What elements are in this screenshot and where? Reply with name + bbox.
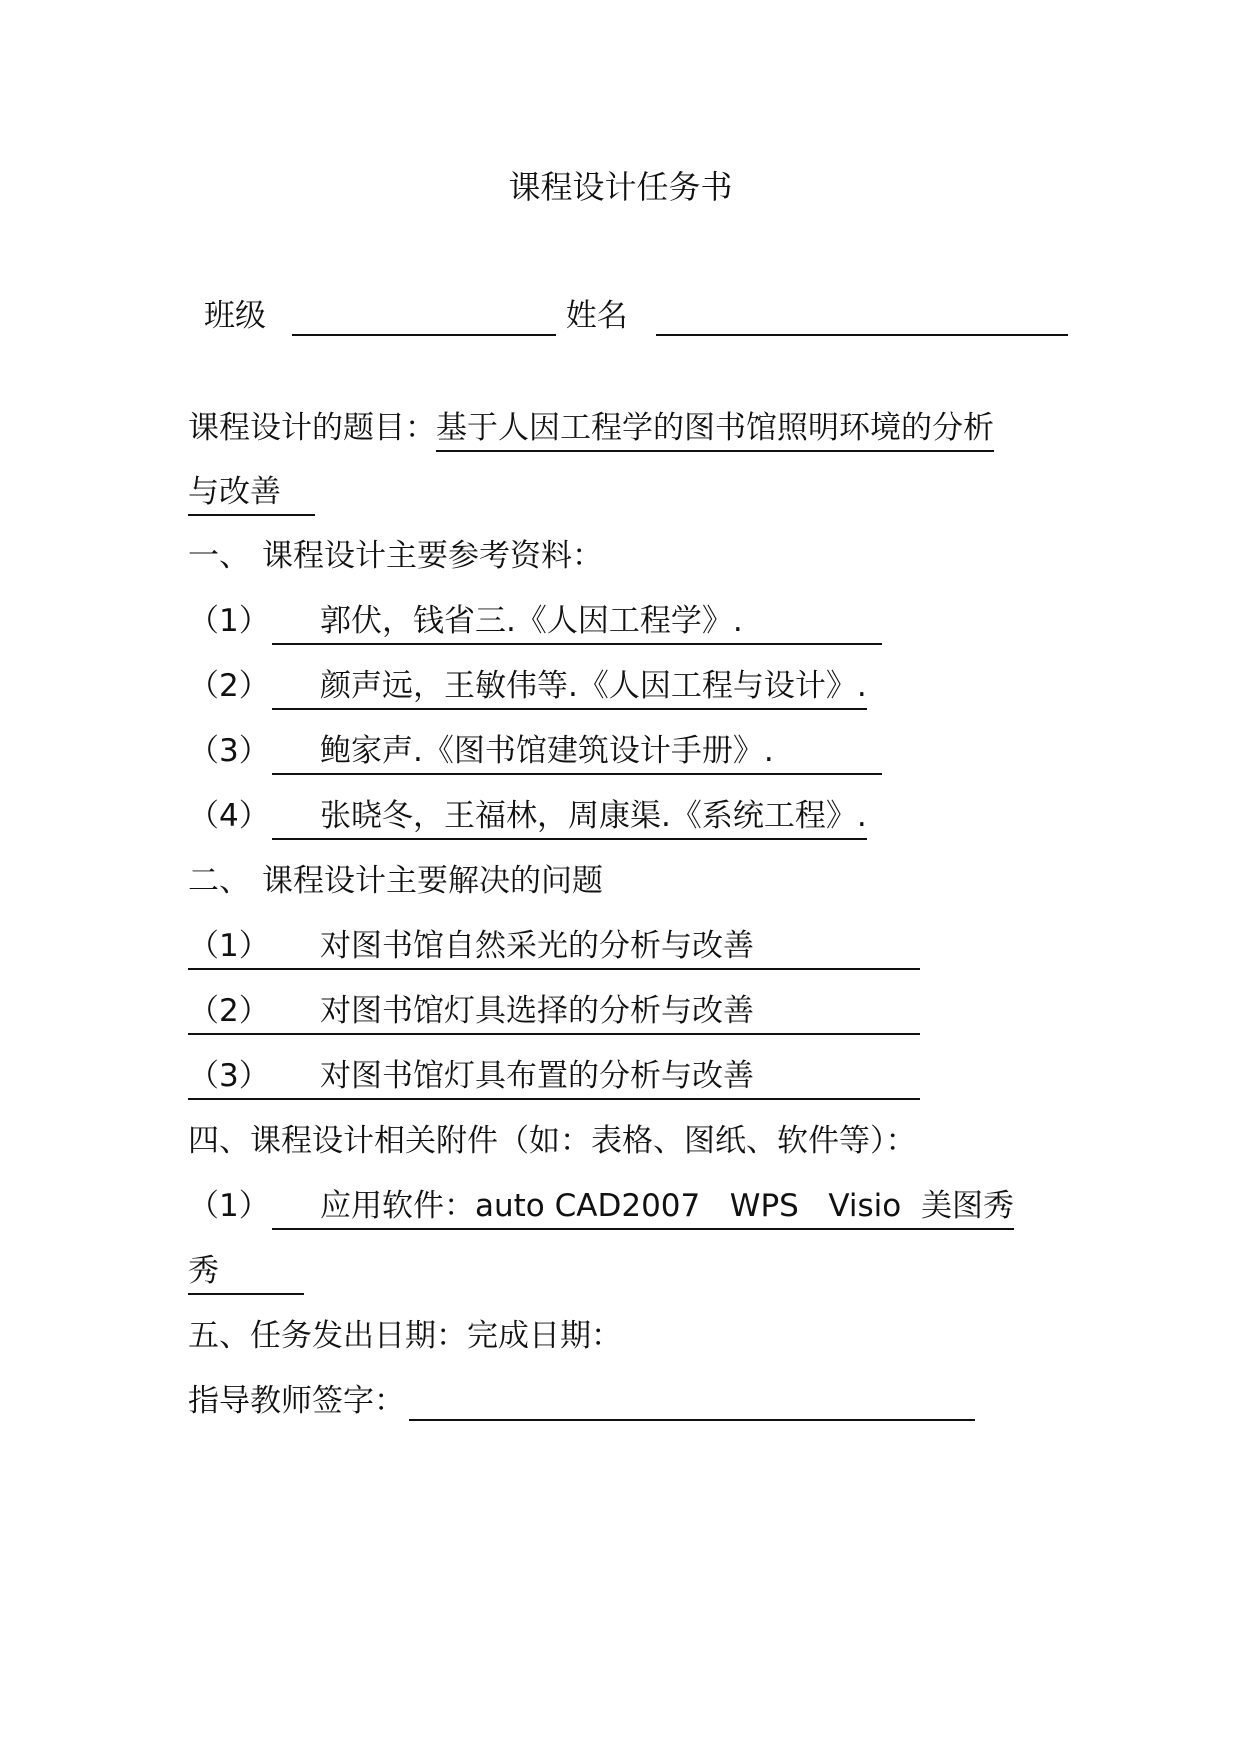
attachment-item-line-1 [188, 1184, 1014, 1228]
problem-item [188, 1054, 920, 1098]
reference-num: （3） [188, 733, 270, 769]
signature-label: 指导教师签字： [188, 1383, 405, 1419]
reference-text: 鲍家声.《图书馆建筑设计手册》. [272, 729, 882, 775]
attachment-text-2: 秀 [188, 1249, 304, 1295]
topic-line-2 [188, 470, 315, 514]
reference-num: （1） [188, 603, 270, 639]
class-blank[interactable] [292, 294, 556, 336]
reference-item [188, 729, 882, 773]
reference-num: （2） [188, 668, 270, 704]
problem-text: （3） 对图书馆灯具布置的分析与改善 [188, 1054, 920, 1100]
reference-item [188, 599, 882, 643]
reference-num: （4） [188, 798, 270, 834]
signature-row [188, 1379, 975, 1423]
section1-heading-text: 课程设计主要参考资料： [262, 538, 603, 574]
topic-label: 课程设计的题目： [188, 410, 436, 446]
reference-text: 张晓冬，王福林，周康渠.《系统工程》. [272, 794, 867, 840]
problem-text: （1） 对图书馆自然采光的分析与改善 [188, 924, 920, 970]
section2-heading-text: 课程设计主要解决的问题 [262, 863, 603, 899]
attachment-item-line-2 [188, 1249, 304, 1293]
signature-blank[interactable] [409, 1379, 975, 1421]
class-name-row [204, 294, 1068, 338]
dates-line: 五、任务发出日期：完成日期： [188, 1318, 622, 1354]
topic-text-2: 与改善 [188, 470, 315, 516]
attachment-num: （1） [188, 1188, 270, 1224]
topic-text-1: 基于人因工程学的图书馆照明环境的分析 [436, 406, 994, 452]
document-title: 课程设计任务书 [508, 168, 733, 206]
section4-heading: 四、课程设计相关附件（如：表格、图纸、软件等）： [188, 1123, 917, 1159]
section2-num: 二、 [188, 863, 250, 899]
topic-line-1 [188, 406, 994, 450]
problem-text: （2） 对图书馆灯具选择的分析与改善 [188, 989, 920, 1035]
reference-text: 郭伏，钱省三.《人因工程学》. [272, 599, 882, 645]
section1-num: 一、 [188, 538, 250, 574]
attachment-text-1: 应用软件：auto CAD2007 WPS Visio 美图秀 [272, 1184, 1014, 1230]
name-label: 姓名 [565, 298, 628, 334]
problem-item [188, 989, 920, 1033]
section1-heading [188, 534, 603, 578]
problem-item [188, 924, 920, 968]
class-label: 班级 [204, 298, 266, 334]
reference-text: 颜声远，王敏伟等.《人因工程与设计》. [272, 664, 867, 710]
name-blank[interactable] [656, 294, 1068, 336]
reference-item [188, 794, 867, 838]
section2-heading [188, 859, 603, 903]
reference-item [188, 664, 867, 708]
